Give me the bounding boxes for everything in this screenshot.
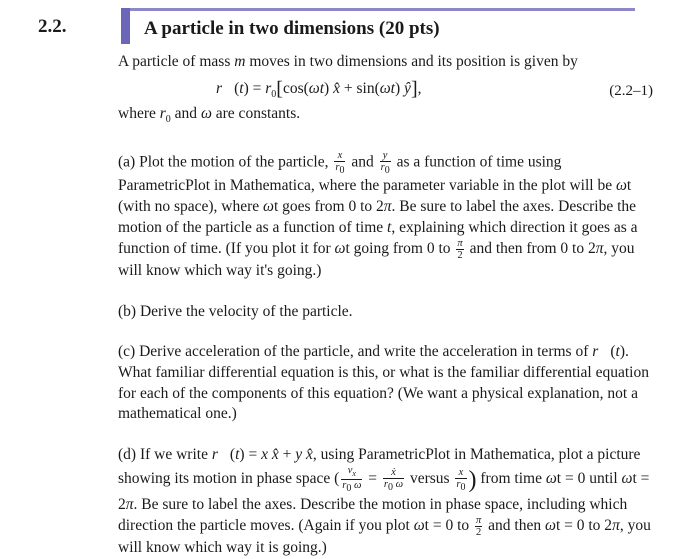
title-accent-bar xyxy=(121,8,130,44)
problem-number: 2.2. xyxy=(38,16,67,37)
problem-title: A particle in two dimensions (20 pts) xyxy=(144,18,440,39)
title-rule xyxy=(130,8,635,11)
constants-note: where $r_0$ and ω are constants. xyxy=(118,104,301,125)
part-c: (c) Derive acceleration of the particle, and write the acceleration in terms of r⃗(t). What familiar differential equation is this, or what is the familiar differential equation for each of the components of this equation? (We want a physical explanation, not a mathematical one.) xyxy=(118,343,649,423)
equation-number: (2.2–1) xyxy=(609,82,653,99)
equation-line xyxy=(118,74,653,104)
part-d: (d) If we write r⃗(t) = x x̂ + y x̂, using ParametricPlot in Mathematica, plot a picture showing its motion in phase space ( $\frac{v_x}{r_0 \omega}$ = $\frac{\text{ẋ}}{r_0 \omega}$ versus $\frac{x}{r_0}$ ) from time ωt = 0 until ωt = 2π. Be sure to label the axes. Describe the motion in phase space, including which direction the particle moves. (Again if you plot ωt = 0 to $\frac{\pi}{2}$ and then ωt = 0 to 2π, you will know which way it is going.) xyxy=(118,445,651,557)
title-bar xyxy=(121,8,635,44)
part-a: (a) Plot the motion of the particle, $\frac{x}{r_0}$ and $\frac{y}{r_0}$ as a function of time using ParametricPlot in Mathematica, where the parameter variable in the plot will be ωt (with no space), where ωt goes from 0 to 2π. Be sure to label the axes. Describe the motion of the particle as a function of time t, explaining which direction it goes as a function of time. (If you plot it for ωt going from 0 to $\frac{\pi}{2}$ and then from 0 to 2π, you will know which way it's going.) xyxy=(118,150,638,280)
intro-paragraph: A particle of mass m moves in two dimensions and its position is given by xyxy=(118,53,578,70)
part-b: (b) Derive the velocity of the particle. xyxy=(118,302,353,320)
position-equation: r⃗(t) = $r_0[\cos(\omega t)$ x̂ + sin(ωt) ŷ], xyxy=(216,77,422,100)
problem-body xyxy=(118,52,653,559)
